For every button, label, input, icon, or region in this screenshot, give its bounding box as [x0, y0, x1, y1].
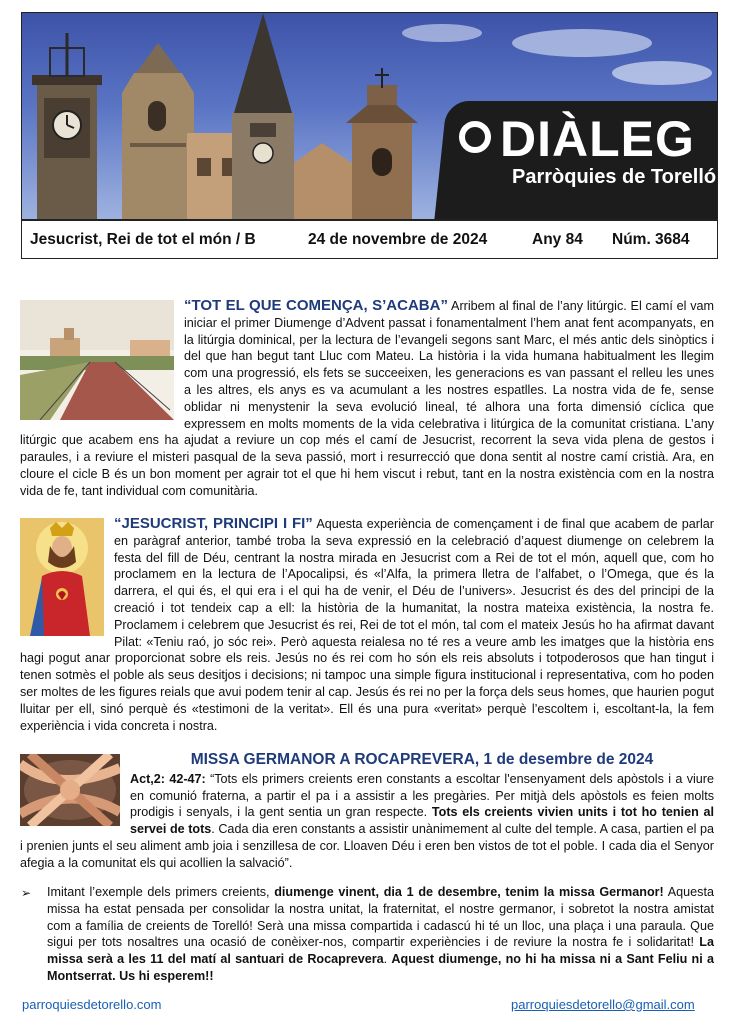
article-3-body-bold: Tots els creients vivien units i tot ho tenien al servei de tots	[130, 805, 714, 837]
article-jesucrist-principi-i-fi	[20, 516, 714, 734]
article-2-body: Aquesta experiència de començament i de final que acabem de parlar en paràgraf anterior, també troba la seva expressió en la celebració d’aquest diumenge on celebrem la festa del fill de Déu, centrant la nostra mirada en Jesucrist com a Rei de tot el món, aquell que, com ho proclamem en la lectura de l’Apocalipsi, és «l’Alfa, la primera lletra de l’alfabet, o l’Omega, que és la darrera, el qui és, el qui era i el qui ha de venir, el Déu de l’univers». Jesucrist és des del principi de la creació i tot tendeix cap a ell: la història de la humanitat, la nostra mateixa existència, la nostra fe. Proclamem i celebrem que Jesucrist és rei, Rei de tot el món, tal com el mateix Jesús ho ha afirmat davant Pilat: «Teniu raó, jo sóc rei». Però aquesta reialesa no té res a veure amb les imatges que la història ens hagi pogut anar proporcionat sobre els reis. Jesús no és rei com ho són els reis absoluts i totpoderosos que han tingut i tenen sotmès el poble als seus desitjos i decisions; ni tampoc una simple figura institucional i representativa, com ho poden ser moltes de les figures reials que avui podem tenir al cap. Jesús és rei no per la força dels seus homes, que haurien pogut lluitar per ell, sinó perquè és «testimoni de la veritat». Ell és una pura «veritat» perquè l’escoltem i, escoltant-la, la fem experiència i vida concreta i nostra.	[20, 517, 714, 733]
article-missa-germanor	[20, 752, 714, 872]
arrow-bullet-icon: ➢	[21, 886, 32, 900]
email-link[interactable]: parroquiesdetorello@gmail.com	[511, 997, 695, 1012]
missa-germanor-announcement	[21, 884, 715, 985]
town-road-photo	[20, 300, 174, 420]
announcement-bold-a: diumenge vinent, dia 1 de desembre, tenim la missa Germanor!	[274, 885, 664, 899]
announcement-text-c: .	[383, 952, 392, 967]
masthead-banner	[22, 13, 717, 219]
article-2-title: “JESUCRIST, PRINCIPI I FI”	[114, 515, 313, 532]
issue-year: Any 84	[532, 231, 583, 248]
article-1-body: Arribem al final de l’any litúrgic. El camí el vam iniciar el primer Diumenge d’Advent passat i fonamentalment l’hem anat fent acompanyats, en la litúrgia dominical, per la lectura de l’evangeli segons sant Marc, el més antic dels sinòptics i del que han begut tant Lluc com Mateu. La història i la vida humana habitualment les llegim com una progressió, els fets se succeeixen, les generacions es van passant el relleu les unes a les altres, els anys es va acumulant a les nostres espatlles. La nostra vida de fe, sense oblidar ni menystenir la seva evolució lineal, té alhora una forta dimensió cíclica que expressem en molts moments de la vida celebrativa i litúrgica de la comunitat cristiana. L’any litúrgic que acabem ens ha ajudat a reviure un cop més el camí de Jesucrist, recorrent la seva vida plena de gestos i paraules, i a reviure el misteri pasqual de la seva passió, mort i resurrecció que dona sentit al nostre camí cristià. Ara, en cloure el cicle B és un bon moment per agrair tot el que hi hem viscut i rebut, tant en la nostra existència com en la nostra vida de fe, tant individual com comunitària.	[20, 299, 714, 498]
feast-title: Jesucrist, Rei de tot el món / B	[30, 231, 256, 248]
article-3-body-b: . Cada dia eren constants a assistir unànimement al culte del temple. A casa, partien el pa i prenien junts el seu aliment amb joia i senzillesa de cor. Lloaven Déu i eren ben vistos de tot el poble. I cada dia el Senyor afegia a la comunitat els qui acollien la salvació”.	[20, 822, 714, 870]
article-3-reference: Act,2: 42-47:	[130, 771, 206, 786]
website-link[interactable]: parroquiesdetorello.com	[22, 997, 162, 1012]
article-3-title: MISSA GERMANOR A ROCAPREVERA, 1 de desembre de 2024	[190, 751, 654, 768]
logo	[470, 113, 716, 189]
sacred-heart-image	[20, 518, 104, 636]
article-3-body-a: “Tots els primers creients eren constants a escoltar l'ensenyament dels apòstols i a viure en comunió fraterna, a partir el pa i a assistir a les pregàries. Per mitjà dels apòstols es feien molts prodigis i senyals, i la gent sentia un gran respecte.	[130, 771, 714, 820]
announcement-text-a: Imitant l’exemple dels primers creients,	[47, 885, 275, 899]
article-1-title: “TOT EL QUE COMENÇA, S’ACABA”	[184, 297, 448, 314]
issue-number: Núm. 3684	[612, 231, 690, 248]
article-tot-el-que-comenca	[20, 298, 714, 500]
joined-hands-photo	[20, 754, 120, 826]
announcement-bold-c: Aquest diumenge, no hi ha missa ni a Sant Feliu ni a Montserrat. Us hi esperem!!	[47, 952, 715, 983]
masthead	[21, 12, 718, 259]
logo-title: DIÀLEG	[500, 111, 695, 167]
issue-date: 24 de novembre de 2024	[308, 231, 488, 248]
announcement-bold-b: La missa serà a les 11 del matí al santuari de Rocaprevera	[47, 935, 714, 967]
announcement-text-b: Aquesta missa ha estat pensada per consolidar la nostra unitat, la fraternitat, el nostre germanor, i sobretot la nostra amistat com a família de creients de Torelló! Serà una missa compartida i cadascú hi té un lloc, una plaça i una paraula. Que sigui per tots nosaltres una ocasió de conèixer-nos, compartir experiències i de reviure la nostra fe i solidaritat!	[47, 885, 714, 950]
logo-subtitle: Parròquies de Torelló	[512, 166, 717, 188]
issue-info-bar	[22, 219, 717, 259]
